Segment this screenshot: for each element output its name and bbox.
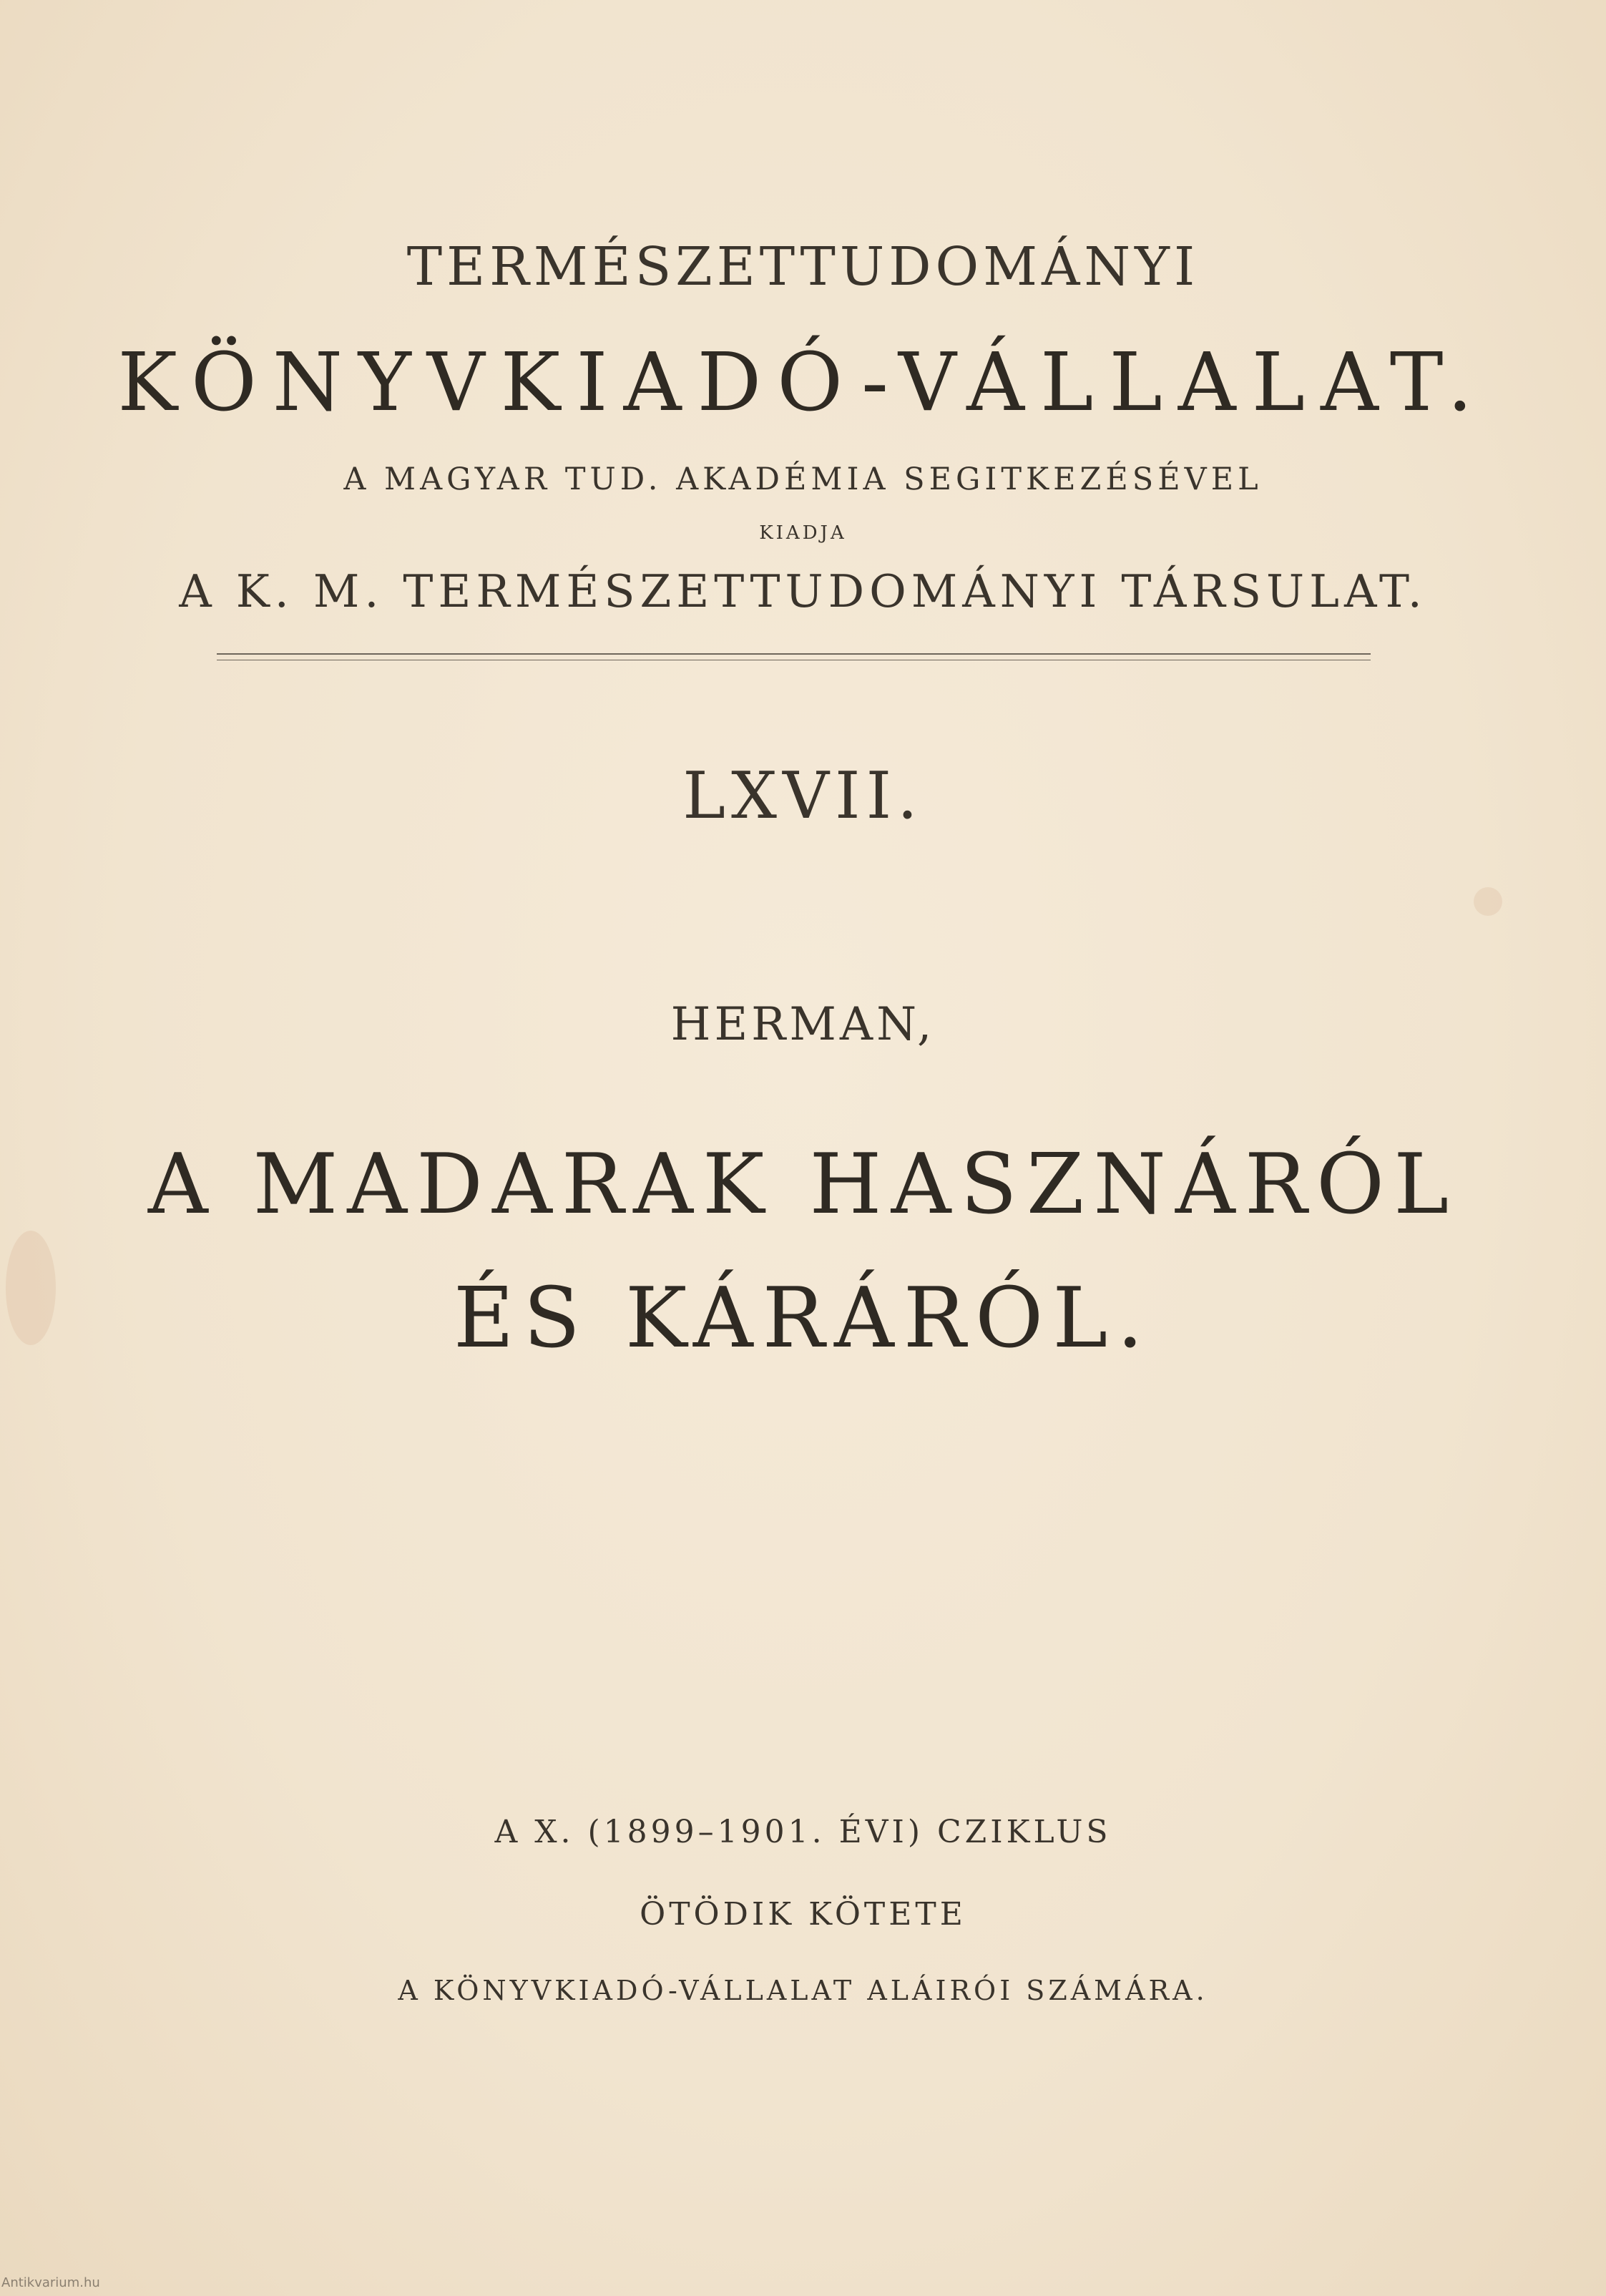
book-title-line-2: ÉS KÁRÁRÓL. <box>453 1270 1153 1367</box>
book-title-line-1: A MADARAK HASZNÁRÓL <box>147 1136 1459 1233</box>
support-statement: A MAGYAR TUD. AKADÉMIA SEGITKEZÉSÉVEL <box>343 461 1263 497</box>
watermark: Antikvarium.hu <box>1 2275 100 2290</box>
series-heading: TERMÉSZETTUDOMÁNYI <box>406 236 1200 298</box>
subscribers-statement: A KÖNYVKIADÓ-VÁLLALAT ALÁIRÓI SZÁMÁRA. <box>398 1975 1208 2006</box>
volume-number: LXVII. <box>682 758 924 834</box>
foxing-spot <box>1474 887 1502 916</box>
divider-rule <box>217 653 1371 655</box>
volume-statement: ÖTÖDIK KÖTETE <box>640 1896 966 1933</box>
publisher-intro: KIADJA <box>759 522 847 544</box>
cycle-statement: A X. (1899–1901. ÉVI) CZIKLUS <box>494 1814 1112 1850</box>
series-main-heading: KÖNYVKIADÓ-VÁLLALAT. <box>117 336 1489 429</box>
publisher-name: A K. M. TERMÉSZETTUDOMÁNYI TÁRSULAT. <box>179 565 1427 617</box>
author-name: HERMAN, <box>670 998 936 1051</box>
